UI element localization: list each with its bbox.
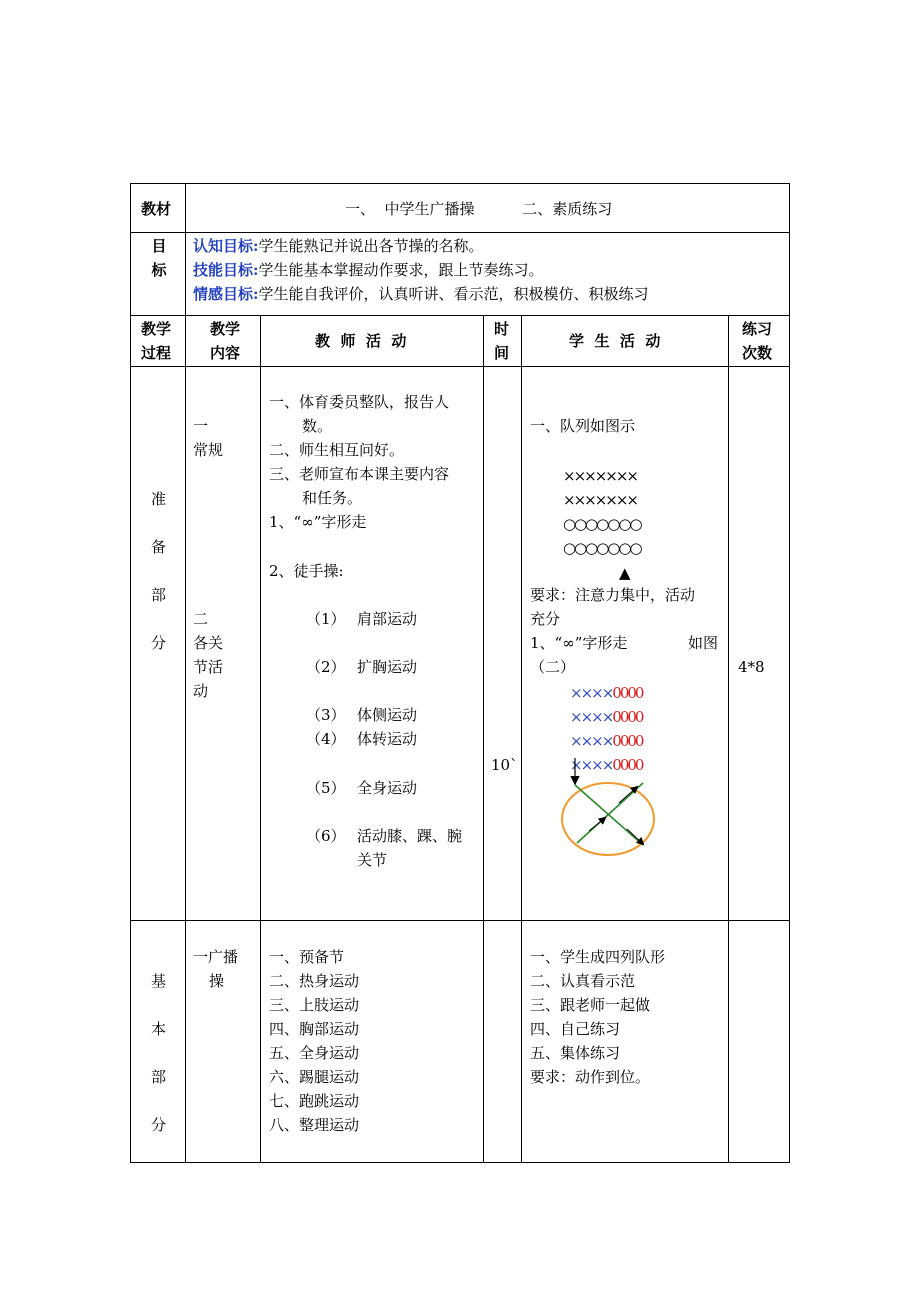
prep-student-line: （二） xyxy=(530,658,576,676)
prep-teacher-line: 1、“∞”字形走 xyxy=(269,513,367,531)
exercise-name: 全身运动 xyxy=(357,779,418,797)
objective-text: 学生能基本掌握动作要求，跟上节奏练习。 xyxy=(258,261,544,279)
objective-text: 学生能熟记并说出各节操的名称。 xyxy=(258,237,484,255)
exercise-num: （2） xyxy=(306,658,346,676)
prep-student-line: 要求：注意力集中，活动 xyxy=(530,586,696,604)
main-student-line: 要求：动作到位。 xyxy=(530,1068,651,1086)
main-teacher-line: 二、热身运动 xyxy=(269,972,360,990)
main-teacher-line: 八、整理运动 xyxy=(269,1116,360,1134)
main-student-line: 三、跟老师一起做 xyxy=(530,996,651,1014)
main-teacher-line: 五、全身运动 xyxy=(269,1044,360,1062)
header-process-1: 教学 xyxy=(141,320,172,338)
exercise-name: 体侧运动 xyxy=(357,706,418,724)
prep-teacher-line: 三、老师宣布本课主要内容 xyxy=(269,465,450,483)
main-student-line: 二、认真看示范 xyxy=(530,972,636,990)
main-process-4: 分 xyxy=(151,1116,167,1134)
prep-process-4: 分 xyxy=(151,634,167,652)
prep-student-line: 一、队列如图示 xyxy=(530,417,636,435)
header-teacher: 教 师 活 动 xyxy=(315,332,407,350)
exercise-name: 体转运动 xyxy=(357,730,418,748)
main-process-1: 基 xyxy=(151,972,167,990)
prep-process-3: 部 xyxy=(151,586,167,604)
main-process-3: 部 xyxy=(151,1068,167,1086)
materials-value: 一、 中学生广播操 二、素质练习 xyxy=(345,200,613,218)
objective-title: 情感目标: xyxy=(193,285,259,303)
arrow-icon xyxy=(619,787,637,803)
formation-line: ××××0000 xyxy=(570,708,643,726)
objective-title: 认知目标: xyxy=(193,237,259,255)
track-ellipse xyxy=(562,783,654,855)
arrow-icon xyxy=(589,818,605,831)
header-reps-1: 练习 xyxy=(742,320,773,338)
prep-teacher-line: 一、体育委员整队，报告人 xyxy=(269,393,450,411)
main-teacher-line: 四、胸部运动 xyxy=(269,1020,360,1038)
prep-student-line: 如图 xyxy=(688,634,719,652)
main-student-line: 一、学生成四列队形 xyxy=(530,948,666,966)
prep-teacher-line: 数。 xyxy=(302,417,333,435)
prep-teacher-line: 二、师生相互问好。 xyxy=(269,441,405,459)
prep-content-6: 动 xyxy=(193,682,209,700)
main-teacher-line: 七、跑跳运动 xyxy=(269,1092,360,1110)
formation-line: ××××0000 xyxy=(570,732,643,750)
main-teacher-line: 六、踢腿运动 xyxy=(269,1068,360,1086)
header-process-2: 过程 xyxy=(141,344,172,362)
exercise-num: （5） xyxy=(306,779,346,797)
path-line xyxy=(577,783,643,843)
exercise-num: （1） xyxy=(306,610,346,628)
prep-teacher-line: 2、徒手操: xyxy=(269,562,344,580)
objective-title: 技能目标: xyxy=(193,261,259,279)
header-content-1: 教学 xyxy=(210,320,241,338)
objectives-label: 目标 xyxy=(151,237,167,279)
main-teacher-line: 一、预备节 xyxy=(269,948,345,966)
prep-reps: 4*8 xyxy=(738,658,765,676)
prep-student-line: 1、“∞”字形走 xyxy=(530,634,628,652)
prep-process-2: 备 xyxy=(151,538,167,556)
prep-content-4: 各关 xyxy=(193,634,224,652)
exercise-name: 活动膝、踝、腕 xyxy=(357,827,463,845)
formation-line: ××××0000 xyxy=(570,756,643,774)
header-student: 学 生 活 动 xyxy=(569,332,661,350)
exercise-name: 扩胸运动 xyxy=(357,658,418,676)
objective-affective xyxy=(193,282,649,306)
prep-content-2: 常规 xyxy=(193,441,224,459)
exercise-num: （6） xyxy=(306,827,346,845)
formation-row: ○○○○○○○ xyxy=(563,515,641,533)
prep-content-3: 二 xyxy=(193,610,209,628)
objective-skill xyxy=(193,258,544,282)
main-process-2: 本 xyxy=(151,1020,167,1038)
prep-content-1: 一 xyxy=(193,417,209,435)
header-time-1: 时 xyxy=(494,320,510,338)
formation-row: ××××××× xyxy=(563,491,637,509)
arrow-icon xyxy=(627,829,643,844)
materials-label: 教材 xyxy=(141,200,172,218)
formation-row: ××××××× xyxy=(563,467,637,485)
main-content-1: 一广播 xyxy=(193,948,239,966)
main-student-line: 五、集体练习 xyxy=(530,1044,621,1062)
prep-content-5: 节活 xyxy=(193,658,224,676)
prep-student-line: 充分 xyxy=(530,610,561,628)
prep-teacher-line: 和任务。 xyxy=(302,489,363,507)
formation-line: ××××0000 xyxy=(570,684,643,702)
formation-row: ○○○○○○○ xyxy=(563,539,641,557)
main-teacher-line: 三、上肢运动 xyxy=(269,996,360,1014)
objective-cognitive xyxy=(193,234,484,258)
main-student-line: 四、自己练习 xyxy=(530,1020,621,1038)
prep-process-1: 准 xyxy=(151,490,167,508)
exercise-name-cont: 关节 xyxy=(357,851,388,869)
main-content-2: 操 xyxy=(209,972,225,990)
exercise-num: （4） xyxy=(306,730,346,748)
header-time-2: 间 xyxy=(494,344,510,362)
exercise-name: 肩部运动 xyxy=(357,610,418,628)
header-reps-2: 次数 xyxy=(742,344,773,362)
figure-eight-diagram xyxy=(555,755,665,865)
exercise-num: （3） xyxy=(306,706,346,724)
prep-time: 10` xyxy=(491,756,518,774)
teacher-triangle-icon: ▲ xyxy=(619,564,631,582)
objective-text: 学生能自我评价，认真听讲、看示范，积极模仿、积极练习 xyxy=(258,285,649,303)
header-content-2: 内容 xyxy=(210,344,241,362)
